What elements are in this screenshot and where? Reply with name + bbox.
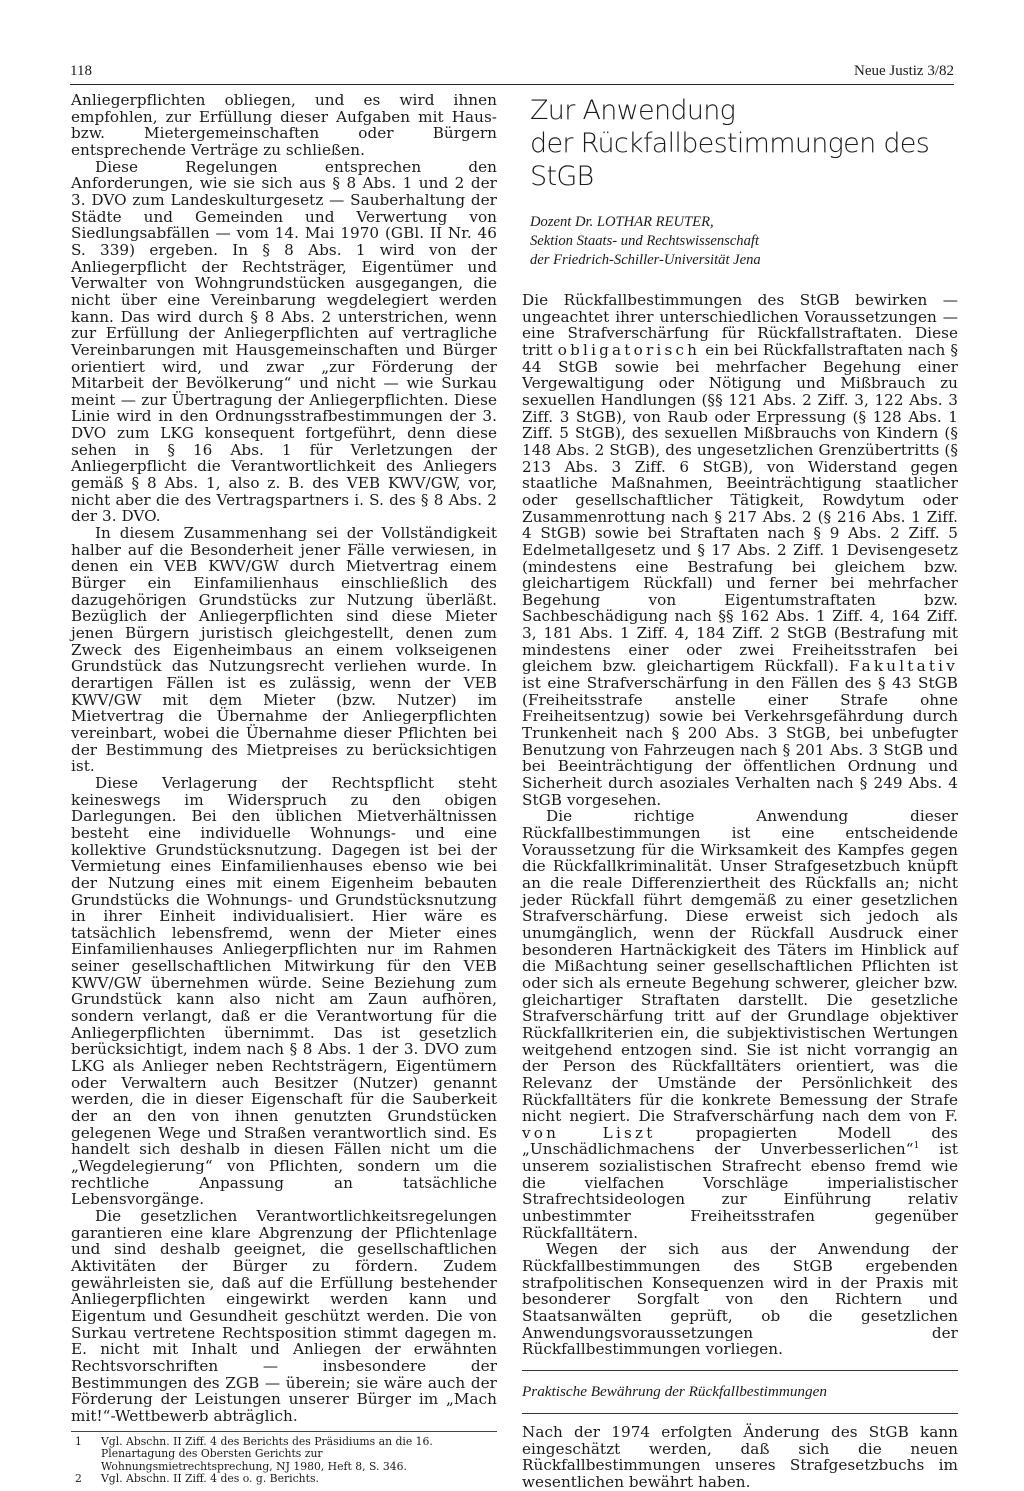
paragraph: Diese Verlagerung der Rechtspflicht steht keineswegs im Widerspruch zu den obigen Darlegungen. Bei den üblichen Mietverhältnissen besteht eine individuelle Wohnungs- und eine kollektive Grundstücksnutzung. Dagegen ist bei der Vermietung eines Einfamilienhauses ebenso wie bei der Nutzung eines mit einem Eigenheim bebauten Grundstücks die Wohnungs- und Grundstücksnutzung in ihrer Einheit individualisiert. Hier wäre es tatsächlich lebensfremd, wenn der Mieter eines Einfamilienhauses Anliegerpflichten nur im Rahmen seiner gesellschaftlichen Mitwirkung für den VEB KWV/GW übernehmen würde. Seine Beziehung zum Grundstück kann also nicht am Zaun aufhören, sondern verlangt, daß er die Verantwortung für die Anliegerpflichten übernimmt. Das ist gesetzlich berücksichtigt, indem nach § 8 Abs. 1 der 3. DVO zum LKG als Anlieger neben Rechtsträgern, Eigentümern oder Verwaltern auch Besitzer (Nutzer) genannt werden, die in dieser Eigenschaft für die Sauberkeit der an den von ihnen genutzten Grundstücken gelegenen Wege und Straßen verantwortlich sind. Es handelt sich deshalb in diesen Fällen nicht um die „Wegdelegierung“ von Pflichten, sondern um die rechtliche Anpassung an tatsächliche Lebensvorgänge. [71, 773, 497, 1209]
footnotes [71, 1431, 497, 1486]
footnote-text: Vgl. Abschn. II Ziff. 4 des Berichts des Präsidiums an die 16. Plenartagung des Obersten Gerichts zur Wohnungsmietrechtsprechung, NJ 1980, Heft 8, S. 346. [101, 1434, 433, 1473]
title-line: Zur Anwendung [530, 95, 736, 126]
footnote-number: 2 [75, 1472, 82, 1486]
footnote-text: Vgl. Abschn. II Ziff. 4 des o. g. Berichts. [101, 1472, 319, 1486]
text-run: ein bei Rückfallstraftaten nach § 44 StGB sowie bei mehrfacher Begehung einer Vergewaltigung oder Nötigung und Mißbrauch zu sexuellen Handlungen (§§ 121 Abs. 2 Ziff. 3, 122 Abs. 3 Ziff. 3 StGB), von Raub oder Erpressung (§ 128 Abs. 1 Ziff. 5 StGB), des sexuellen Mißbrauchs von Kindern (§ 148 Abs. 2 StGB), des ungesetzlichen Grenzübertritts (§ 213 Abs. 3 Ziff. 6 StGB), von Widerstand gegen staatliche Maßnahmen, Beeinträchtigung staatlicher oder gesellschaftlicher Tätigkeit, Rowdytum oder Zusammenrottung nach § 217 Abs. 2 (§ 216 Abs. 1 Ziff. 4 StGB) sowie bei Straftaten nach § 9 Abs. 2 Ziff. 5 Edelmetallgesetz und § 17 Abs. 2 Ziff. 1 Devisengesetz (mindestens eine Bestrafung bei gleichem bzw. gleichartigem Rückfall) und ferner bei mehrfacher Begehung von Eigentumstraftaten bzw. Sachbeschädigung nach §§ 162 Abs. 1 Ziff. 4, 164 Ziff. 3, 181 Abs. 1 Ziff. 4, 184 Ziff. 2 StGB (Bestrafung mit mindestens einer oder zwei Freiheitsstrafen bei gleichem bzw. gleichartigem Rückfall). [522, 340, 958, 676]
spaced-emphasis: von Liszt [522, 1123, 656, 1142]
section-heading: Praktische Bewährung der Rückfallbestimmungen [522, 1370, 958, 1414]
article-title [530, 94, 958, 193]
footnote-number: 1 [75, 1434, 82, 1448]
paragraph: In diesem Zusammenhang sei der Vollständigkeit halber auf die Besonderheit jener Fälle verwiesen, in denen ein VEB KWV/GW durch Mietvertrag einem Bürger ein Einfamilienhaus einschließlich des dazugehörigen Grundstücks zur Nutzung überläßt. Bezüglich der Anliegerpflichten sind diese Mieter jenen Bürgern juristisch gleichgestellt, denen zum Zweck des Eigenheimbaus an einem volkseigenen Grundstück das Nutzungsrecht verliehen wurde. In derartigen Fällen ist es zulässig, wenn der VEB KWV/GW mit dem Mieter (bzw. Nutzer) im Mietvertrag die Übernahme der Anliegerpflichten vereinbart, wobei die Übernahme dieser Pflichten bei der Bestimmung des Mietpreises zu berücksichtigen ist. [71, 524, 497, 776]
footnote-ref: 1 [913, 1141, 920, 1152]
page-number: 118 [70, 63, 92, 79]
paragraph [522, 808, 958, 1241]
footnote [71, 1473, 497, 1486]
paragraph: Nach der 1974 erfolgten Änderung des StGB kann eingeschätzt werden, daß sich die neuen Rückfallbestimmungen unseres Strafgesetzbuchs im wesentlichen bewährt haben. [522, 1423, 958, 1491]
spaced-emphasis: obligatorisch [557, 340, 701, 359]
author-affiliation: Sektion Staats- und Rechtswissenschaft [530, 233, 760, 249]
paragraph: Die gesetzlichen Verantwortlichkeitsregelungen garantieren eine klare Abgrenzung der Pflichtenlage und sind deshalb geeignet, die gesellschaftlichen Aktivitäten der Bürger zu fördern. Zudem gewährleisten sie, daß auf die Erfüllung bestehender Anliegerpflichten eingewirkt werden kann und Eigentum und Gesundheit geschützt werden. Die von Surkau vertretene Rechtsposition stimmt dagegen m. E. nicht mit Inhalt und Anliegen der erwähnten Rechtsvorschriften — insbesondere der Bestimmungen des ZGB — überein; sie wäre auch der Förderung der Leistungen unserer Bürger im „Mach mit!“-Wettbewerb abträglich. [71, 1206, 497, 1425]
text-run: ist eine Strafverschärfung in den Fällen des § 43 StGB (Freiheitsstrafe anstelle einer Strafe ohne Freiheitsentzug) sowie bei Verkehrsgefährdung durch Trunkenheit nach § 200 Abs. 3 StGB, bei unbefugter Benutzung von Fahrzeugen nach § 201 Abs. 3 StGB und bei Beeinträchtigung der öffentlichen Ordnung und Sicherheit durch asoziales Verhalten nach § 249 Abs. 4 StGB vorgesehen. [522, 674, 958, 809]
spaced-emphasis: Fakultativ [848, 657, 958, 676]
section-body [522, 1424, 958, 1491]
author-name: Dozent Dr. LOTHAR REUTER, [530, 214, 714, 230]
text-run: ist unserem sozialistischen Strafrecht ebenso fremd wie die vielfachen Vorschläge imperialistischer Strafrechtsideologen zur Einführung relativ unbestimmter Freiheitsstrafen gegenüber Rückfalltätern. [522, 1140, 958, 1242]
page-header [70, 58, 954, 85]
author-block [530, 213, 958, 270]
article-body [522, 292, 958, 1358]
title-line: der Rückfallbestimmungen des StGB [530, 128, 930, 192]
left-column [71, 92, 497, 1486]
paragraph [522, 292, 958, 808]
footnote [71, 1436, 497, 1474]
text-run: Die richtige Anwendung dieser Rückfallbestimmungen ist eine entscheidende Voraussetzung für die Wirksamkeit des Kampfes gegen die Rückfallkriminalität. Unser Strafgesetzbuch knüpft an die reale Differenziertheit des Rückfalls an; nicht jeder Rückfall führt demgemäß zu einer gesetzlichen Strafverschärfung. Diese erweist sich jedoch als unumgänglich, wenn der Rückfall Ausdruck einer besonderen Hartnäckigkeit des Täters im Hinblick auf die Mißachtung seiner gesellschaftlichen Pflichten ist oder sich als erneute Begehung schwerer, gleicher bzw. gleichartiger Straftaten darstellt. Die gesetzliche Strafverschärfung tritt auf der Grundlage objektiver Rückfallkriterien ein, die subjektivistischen Wertungen weitgehend entzogen sind. Sie ist nicht vorrangig an der Person des Rückfalltäters orientiert, was die Relevanz der Umstände der Persönlichkeit des Rückfalltäters für die konkrete Bemessung der Strafe nicht negiert. Die Strafverschärfung nach dem von F. [522, 807, 958, 1126]
text-run: Die Rückfallbestimmungen des StGB bewirken — ungeachtet ihrer unterschiedlichen Voraussetzungen — eine Strafverschärfung für Rückfallstraftaten. Diese tritt [522, 291, 958, 359]
author-affiliation: der Friedrich-Schiller-Universität Jena [530, 252, 761, 268]
right-column [522, 92, 958, 1491]
paragraph: Anliegerpflichten obliegen, und es wird ihnen empfohlen, zur Erfüllung dieser Aufgaben mit Haus- bzw. Mietergemeinschaften oder Bürgern entsprechende Verträge zu schließen. [71, 91, 497, 159]
paragraph: Wegen der sich aus der Anwendung der Rückfallbestimmungen des StGB ergebenden strafpolitischen Konsequenzen wird in der Praxis mit besonderer Sorgfalt von den Richtern und Staatsanwälten geprüft, ob die gesetzlichen Anwendungsvoraussetzungen der Rückfallbestimmungen vorliegen. [522, 1240, 958, 1359]
text-run: propagierten Modell des „Unschädlichmachens der Unverbesserlichen“ [522, 1123, 958, 1159]
paragraph: Diese Regelungen entsprechen den Anforderungen, wie sie sich aus § 8 Abs. 1 und 2 der 3. DVO zum Landeskulturgesetz — Sauberhaltung der Städte und Gemeinden und Verwertung von Siedlungsabfällen — vom 14. Mai 1970 (GBl. II Nr. 46 S. 339) ergeben. In § 8 Abs. 1 wird von der Anliegerpflicht der Rechtsträger, Eigentümer und Verwalter von Wohngrundstücken ausgegangen, die nicht über eine Vereinbarung wegdelegiert werden kann. Das wird durch § 8 Abs. 2 unterstrichen, wenn zur Erfüllung der Anliegerpflichten auf vertragliche Vereinbarungen mit Hausgemeinschaften und Bürger orientiert wird, und zwar „zur Förderung der Mitarbeit der Bevölkerung“ und nicht — wie Surkau meint — zur Übertragung der Anliegerpflichten. Diese Linie wird in den Ordnungsstrafbestimmungen der 3. DVO zum LKG konsequent fortgeführt, denn diese sehen in § 16 Abs. 1 für Verletzungen der Anliegerpflicht die Verantwortlichkeit des Anliegers gemäß § 8 Abs. 1, also z. B. des VEB KWV/GW, vor, nicht aber die des Vertragspartners i. S. des § 8 Abs. 2 der 3. DVO. [71, 157, 497, 526]
journal-issue: Neue Justiz 3/82 [854, 63, 954, 79]
